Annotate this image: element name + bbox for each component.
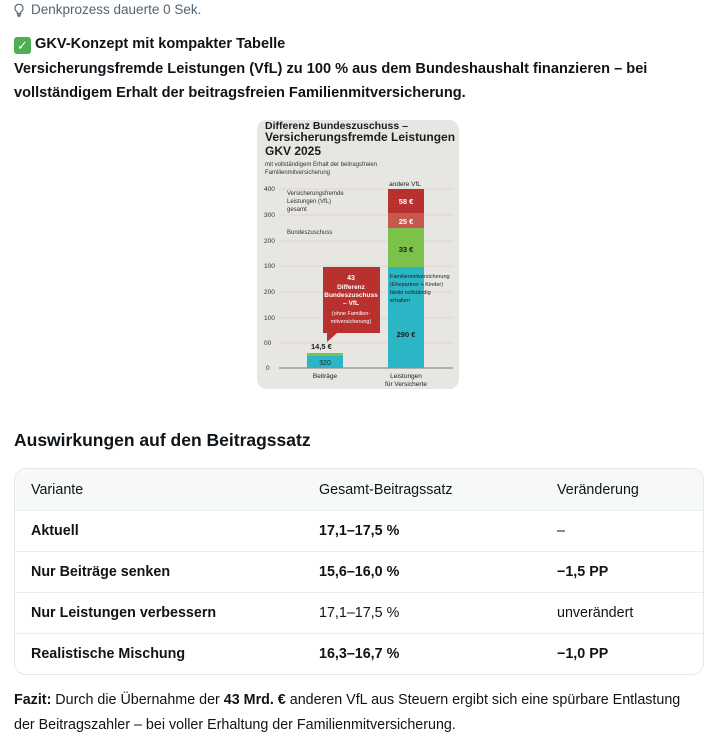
- conclusion-amount: 43 Mrd. €: [223, 692, 286, 708]
- table-cell: unverändert: [541, 593, 703, 634]
- table-cell: Aktuell: [15, 511, 303, 552]
- table-cell: Realistische Mischung: [15, 634, 303, 675]
- callout-number: 43: [347, 275, 355, 282]
- intro-body: Versicherungsfremde Leistungen (VfL) zu 100 % aus dem Bundeshaushalt finanzieren – bei vollständigem Erhalt der beitragsfreien Familienmitversicherung.: [14, 60, 648, 101]
- callout-line: (ohne Familien-: [331, 311, 371, 317]
- conclusion-text: [14, 688, 704, 738]
- family-note-line: Familienmitversicherung: [390, 274, 450, 280]
- table-cell: Nur Beiträge senken: [15, 552, 303, 593]
- y-tick: 0: [266, 365, 270, 372]
- y-tick: 100: [264, 263, 275, 270]
- infographic-subtitle-1: mit vollständigem Erhalt der beitragsfreien: [265, 162, 378, 168]
- legend-vfl-3: gesamt: [287, 207, 307, 213]
- y-tick: 100: [264, 315, 275, 322]
- infographic-subtitle-2: Familienmitversicherung: [265, 170, 331, 176]
- table-row: [15, 552, 703, 593]
- bar2-name-1: Leistungen: [390, 373, 422, 380]
- y-tick: 200: [264, 289, 275, 296]
- infographic-title-3: GKV 2025: [265, 144, 322, 158]
- check-mark-icon: ✓: [14, 37, 31, 54]
- infographic-image[interactable]: [257, 120, 459, 389]
- intro-title: GKV-Konzept mit kompakter Tabelle: [35, 36, 286, 52]
- y-tick: 400: [264, 186, 275, 193]
- infographic-title-2: Versicherungsfremde Leistungen: [265, 130, 456, 144]
- segment-25-label: 25 €: [398, 217, 414, 226]
- table-row: [15, 593, 703, 634]
- conclusion-label: Fazit:: [14, 692, 52, 708]
- table-row: [15, 634, 703, 675]
- table-cell: 16,3–16,7 %: [303, 634, 541, 675]
- callout-line: Differenz: [337, 284, 365, 291]
- infographic-title-1: Differenz Bundeszuschuss –: [265, 120, 408, 132]
- bar2-header: andere VfL: [389, 181, 421, 188]
- legend-bundeszuschuss: Bundeszuschuss: [287, 230, 333, 236]
- column-header: Variante: [15, 469, 303, 511]
- table-cell: 17,1–17,5 %: [303, 593, 541, 634]
- table-row: [15, 511, 703, 552]
- family-note-line: bleibt vollständig: [390, 290, 431, 296]
- lightbulb-icon: [12, 3, 26, 17]
- segment-58-label: 58 €: [398, 197, 414, 206]
- conclusion-part2: anderen VfL aus Steuern ergibt sich eine spürbare Entlastung der Beitragszahler – bei voller Erhaltung der Familienmitversicherung.: [14, 692, 681, 733]
- table-cell: 15,6–16,0 %: [303, 552, 541, 593]
- contribution-table: [14, 468, 704, 675]
- table-cell: –: [541, 511, 703, 552]
- legend-vfl-1: Versicherungsfremde: [287, 191, 344, 197]
- intro-text: [14, 32, 704, 106]
- table-header-row: [15, 469, 703, 511]
- callout-line: Bundeszuschuss: [324, 292, 378, 299]
- table-cell: 17,1–17,5 %: [303, 511, 541, 552]
- bar2-name-2: für Versicherte: [385, 381, 427, 388]
- table-cell: Nur Leistungen verbessern: [15, 593, 303, 634]
- thinking-label: Denkprozess dauerte 0 Sek.: [31, 2, 202, 17]
- callout-line: – VfL: [343, 300, 359, 307]
- conclusion-part1: Durch die Übernahme der: [51, 692, 224, 708]
- segment-290-label: 290 €: [396, 330, 416, 339]
- y-tick: 00: [264, 340, 272, 347]
- table-cell: −1,0 PP: [541, 634, 703, 675]
- callout-line: mitversicherung): [330, 319, 372, 325]
- column-header: Veränderung: [541, 469, 703, 511]
- legend-vfl-2: Leistungen (VfL): [287, 199, 332, 205]
- family-note-line: erhalten: [390, 298, 410, 304]
- bar1-green-segment: [307, 353, 343, 356]
- thinking-status[interactable]: [12, 2, 201, 17]
- table-cell: −1,5 PP: [541, 552, 703, 593]
- segment-33-label: 33 €: [398, 245, 414, 254]
- column-header: Gesamt-Beitragssatz: [303, 469, 541, 511]
- bar1-name: Beiträge: [312, 373, 338, 380]
- bar1-label: 320: [319, 360, 331, 367]
- section-heading: Auswirkungen auf den Beitragssatz: [14, 430, 311, 450]
- y-tick: 200: [264, 238, 275, 245]
- y-tick: 300: [264, 212, 275, 219]
- bar1-value: 14,5 €: [311, 342, 332, 351]
- family-note-line: (Ehepartner + Kinder): [390, 282, 444, 288]
